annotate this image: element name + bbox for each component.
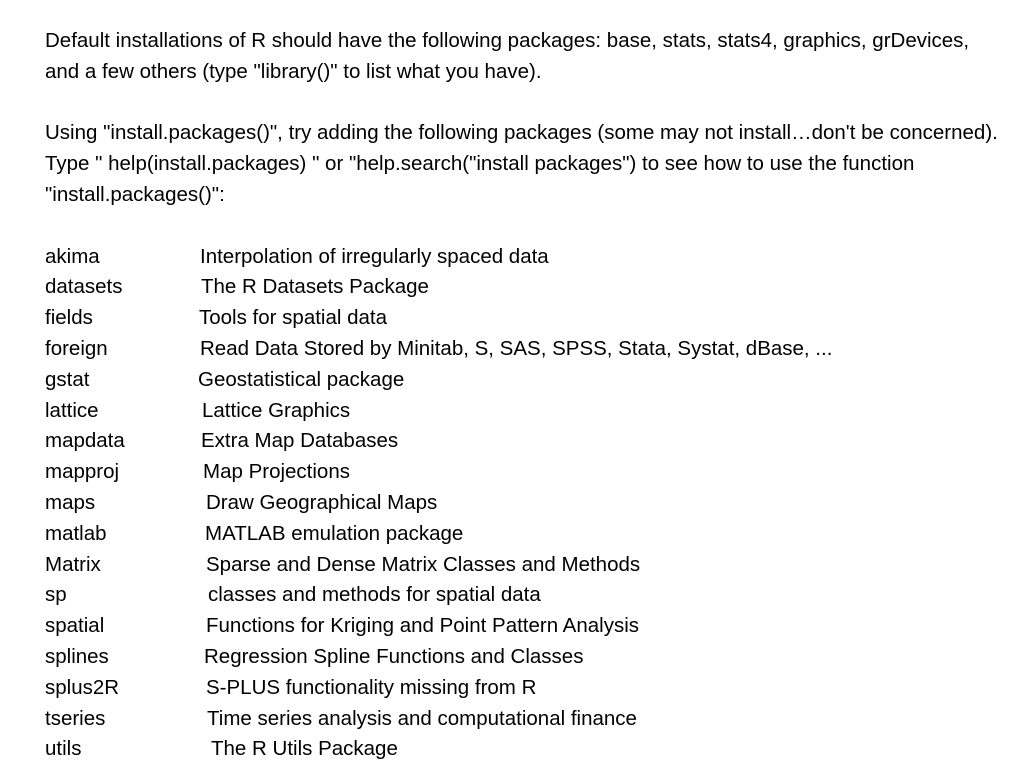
package-row — [45, 611, 1005, 642]
paragraph-spacer — [45, 211, 1005, 242]
package-name: splines — [45, 644, 109, 668]
package-description: Sparse and Dense Matrix Classes and Methods — [206, 552, 641, 576]
package-row — [45, 734, 1005, 765]
package-name: gstat — [45, 367, 90, 391]
package-row — [45, 426, 1005, 457]
package-description: Tools for spatial data — [199, 306, 388, 330]
package-name: tseries — [45, 706, 106, 730]
package-description: Lattice Graphics — [202, 398, 351, 422]
package-row — [45, 396, 1005, 427]
package-name: matlab — [45, 521, 107, 545]
package-name: akima — [45, 244, 100, 268]
paragraph-spacer — [45, 88, 1005, 119]
package-name: datasets — [45, 275, 123, 299]
package-name: fields — [45, 306, 93, 330]
package-name: mapdata — [45, 429, 125, 453]
package-description: Time series analysis and computational finance — [207, 706, 637, 730]
package-description: Extra Map Databases — [201, 429, 399, 453]
package-row — [45, 642, 1005, 673]
package-description: S-PLUS functionality missing from R — [206, 675, 537, 699]
package-description: Functions for Kriging and Point Pattern Analysis — [206, 614, 640, 638]
package-description: classes and methods for spatial data — [208, 583, 541, 607]
package-name: Matrix — [45, 552, 101, 576]
package-row — [45, 673, 1005, 704]
package-description: MATLAB emulation package — [205, 521, 464, 545]
package-row — [45, 272, 1005, 303]
package-description: Read Data Stored by Minitab, S, SAS, SPSS, Stata, Systat, dBase, ... — [200, 336, 833, 360]
package-name: foreign — [45, 336, 108, 360]
package-name: lattice — [45, 398, 99, 422]
package-row — [45, 488, 1005, 519]
package-row — [45, 519, 1005, 550]
package-row — [45, 242, 1005, 273]
package-description: Geostatistical package — [198, 367, 405, 391]
package-description: The R Datasets Package — [201, 275, 429, 299]
intro-paragraph-default-packages: Default installations of R should have the following packages: base, stats, stats4, graphics, grDevices, and a few others (type "library()" to list what you have). — [45, 29, 970, 83]
package-description: Draw Geographical Maps — [206, 490, 438, 514]
package-row — [45, 365, 1005, 396]
package-row — [45, 580, 1005, 611]
package-description: Regression Spline Functions and Classes — [204, 644, 584, 668]
package-row — [45, 550, 1005, 581]
package-name: maps — [45, 490, 96, 514]
package-description: The R Utils Package — [211, 737, 398, 761]
package-name: sp — [45, 583, 67, 607]
package-row — [45, 457, 1005, 488]
intro-paragraph-install-instructions: Using "install.packages()", try adding the following packages (some may not install…don't be concerned). Type " help(install.packages) " or "help.search("install packages") to see how to use the function "install.packages()": — [45, 121, 998, 206]
package-name: utils — [45, 737, 82, 761]
slide-body — [45, 26, 1005, 765]
package-list — [45, 242, 1005, 766]
package-description: Map Projections — [203, 460, 350, 484]
package-name: mapproj — [45, 460, 120, 484]
package-description: Interpolation of irregularly spaced data — [200, 244, 549, 268]
package-row — [45, 334, 1005, 365]
package-row — [45, 303, 1005, 334]
package-row — [45, 704, 1005, 735]
package-name: spatial — [45, 614, 105, 638]
package-name: splus2R — [45, 675, 120, 699]
